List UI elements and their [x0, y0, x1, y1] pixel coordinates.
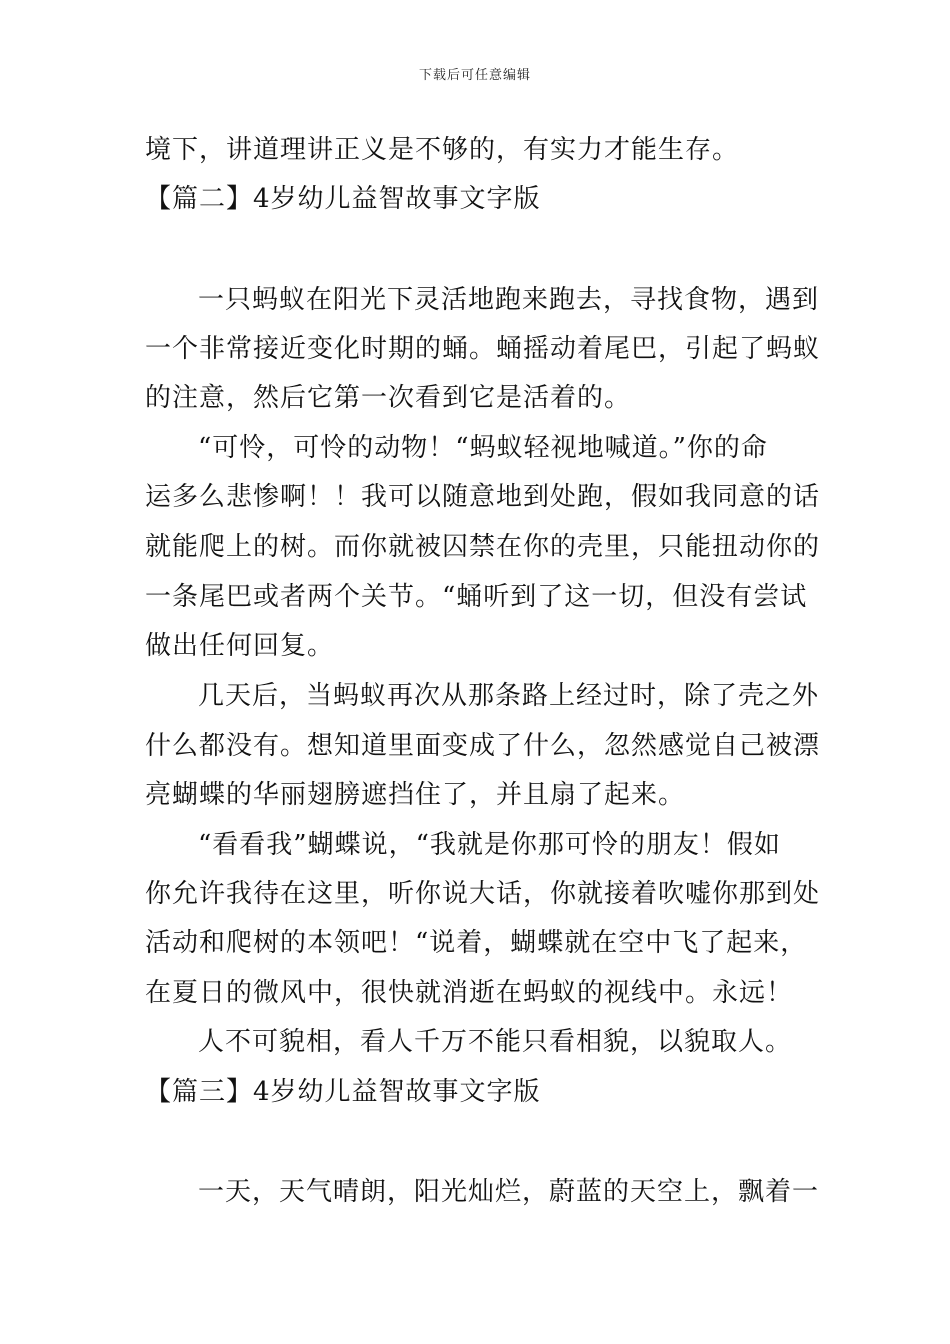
text-line-8: 就能爬上的树。而你就被囚禁在你的壳里，只能扭动你的: [145, 532, 821, 562]
page-header: 下载后可任意编辑: [418, 68, 531, 83]
section-heading-3: 【篇三】4岁幼儿益智故事文字版: [145, 1077, 541, 1107]
text-line-9: 一条尾巴或者两个关节。“蛹听到了这一切，但没有尝试: [145, 582, 808, 612]
text-line-1: 境下，讲道理讲正义是不够的，有实力才能生存。: [145, 135, 740, 165]
text-line-12: 什么都没有。想知道里面变成了什么，忽然感觉自己被漂: [145, 731, 821, 761]
text-line-16: 活动和爬树的本领吧！“说着，蝴蝶就在空中飞了起来，: [145, 928, 808, 958]
text-line-20: 一天，天气晴朗，阳光灿烂，蔚蓝的天空上，飘着一: [198, 1177, 820, 1207]
text-line-6: “可怜，可怜的动物！“蚂蚁轻视地喊道。”你的命: [198, 433, 768, 463]
text-line-10: 做出任何回复。: [145, 631, 335, 661]
text-line-11: 几天后，当蚂蚁再次从那条路上经过时，除了壳之外: [198, 681, 820, 711]
text-line-4: 一个非常接近变化时期的蛹。蛹摇动着尾巴，引起了蚂蚁: [145, 334, 821, 364]
text-line-3: 一只蚂蚁在阳光下灵活地跑来跑去，寻找食物，遇到: [198, 285, 820, 315]
text-line-7: 运多么悲惨啊！！我可以随意地到处跑，假如我同意的话: [145, 482, 821, 512]
text-line-18: 人不可貌相，看人千万不能只看相貌，以貌取人。: [198, 1027, 793, 1057]
text-line-14: “看看我”蝴蝶说，“我就是你那可怜的朋友！假如: [198, 830, 781, 860]
text-line-15: 你允许我待在这里，听你说大话，你就接着吹嘘你那到处: [145, 879, 821, 909]
text-line-17: 在夏日的微风中，很快就消逝在蚂蚁的视线中。永远！: [145, 978, 794, 1008]
section-heading-2: 【篇二】4岁幼儿益智故事文字版: [145, 184, 541, 214]
text-line-13: 亮蝴蝶的华丽翅膀遮挡住了，并且扇了起来。: [145, 780, 686, 810]
text-line-5: 的注意，然后它第一次看到它是活着的。: [145, 383, 632, 413]
